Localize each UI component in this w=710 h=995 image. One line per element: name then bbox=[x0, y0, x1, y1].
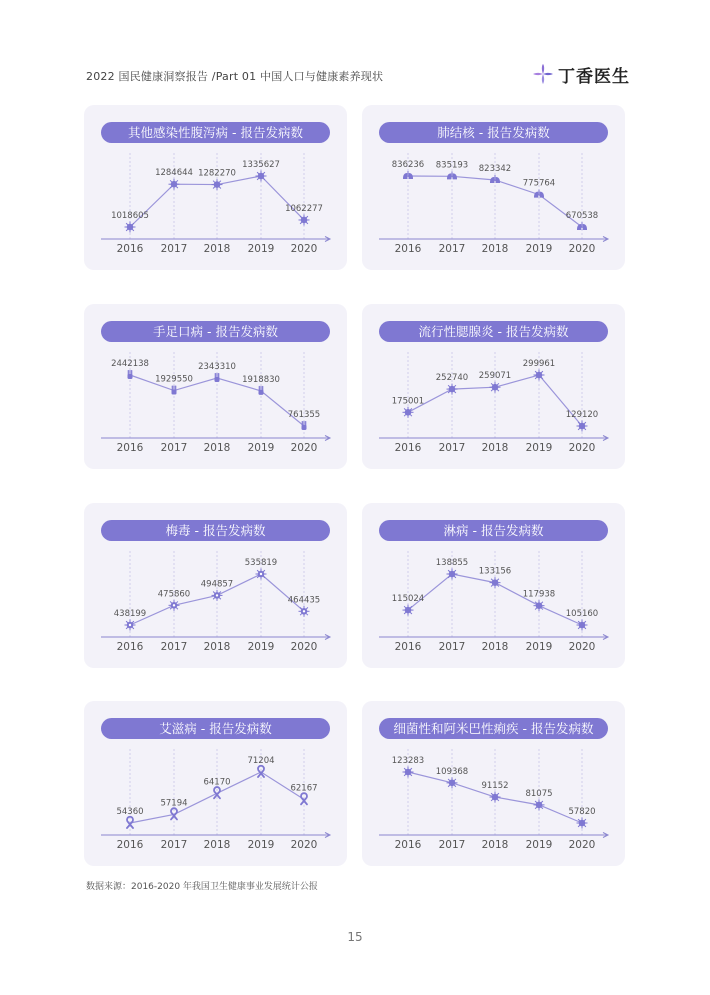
chart-panel bbox=[362, 701, 625, 866]
data-label: 475860 bbox=[157, 589, 191, 600]
data-label: 2343310 bbox=[198, 361, 236, 372]
data-point bbox=[447, 384, 458, 395]
chart-title: 其他感染性腹泻病 - 报告发病数 bbox=[101, 122, 330, 143]
data-label: 105160 bbox=[565, 609, 599, 619]
chart-panel bbox=[362, 304, 625, 469]
x-tick-label: 2019 bbox=[525, 839, 553, 851]
x-tick-label: 2019 bbox=[247, 442, 275, 454]
data-point bbox=[215, 373, 220, 382]
data-label: 133156 bbox=[478, 566, 512, 577]
x-tick-label: 2020 bbox=[290, 641, 318, 653]
x-tick-label: 2017 bbox=[160, 839, 188, 851]
data-label: 109368 bbox=[435, 766, 469, 777]
data-label: 175001 bbox=[391, 396, 425, 407]
x-tick-label: 2019 bbox=[525, 243, 553, 255]
line-chart bbox=[362, 503, 625, 668]
data-point bbox=[447, 777, 458, 788]
data-label: 299961 bbox=[522, 359, 556, 369]
x-tick-label: 2020 bbox=[290, 442, 318, 454]
chart-panel bbox=[84, 701, 347, 866]
data-label: 252740 bbox=[435, 373, 469, 384]
data-point bbox=[403, 407, 414, 418]
x-tick-label: 2018 bbox=[481, 243, 509, 255]
data-label: 91152 bbox=[481, 781, 509, 792]
x-tick-label: 2020 bbox=[290, 839, 318, 851]
x-tick-label: 2019 bbox=[525, 442, 553, 454]
data-point bbox=[172, 386, 177, 395]
data-label: 1018605 bbox=[111, 211, 149, 221]
x-tick-label: 2018 bbox=[481, 641, 509, 653]
x-tick-label: 2016 bbox=[116, 839, 144, 851]
x-tick-label: 2017 bbox=[160, 243, 188, 255]
data-label: 123283 bbox=[391, 756, 425, 766]
x-tick-label: 2018 bbox=[203, 243, 231, 255]
data-point bbox=[256, 171, 267, 182]
line-chart bbox=[84, 304, 347, 469]
x-tick-label: 2016 bbox=[394, 243, 422, 255]
chart-title: 梅毒 - 报告发病数 bbox=[101, 520, 330, 541]
x-tick-label: 2017 bbox=[160, 641, 188, 653]
chart-title: 细菌性和阿米巴性痢疾 - 报告发病数 bbox=[379, 718, 608, 739]
data-point bbox=[403, 767, 414, 778]
x-tick-label: 2016 bbox=[116, 243, 144, 255]
data-label: 57820 bbox=[568, 807, 596, 817]
data-point bbox=[125, 620, 136, 631]
chart-panel bbox=[84, 105, 347, 270]
x-tick-label: 2018 bbox=[203, 641, 231, 653]
source-note: 数据来源：2016-2020 年我国卫生健康事业发展统计公报 bbox=[86, 882, 318, 892]
data-point bbox=[534, 600, 545, 611]
x-tick-label: 2018 bbox=[481, 442, 509, 454]
chart-title: 艾滋病 - 报告发病数 bbox=[101, 718, 330, 739]
data-label: 438199 bbox=[113, 609, 147, 619]
data-label: 464435 bbox=[287, 595, 321, 606]
data-label: 129120 bbox=[565, 410, 599, 420]
x-tick-label: 2016 bbox=[116, 641, 144, 653]
data-label: 775764 bbox=[522, 178, 556, 189]
x-tick-label: 2020 bbox=[568, 442, 596, 454]
data-label: 81075 bbox=[525, 788, 553, 799]
data-label: 835193 bbox=[435, 160, 469, 171]
data-label: 823342 bbox=[478, 163, 512, 174]
x-tick-label: 2019 bbox=[247, 641, 275, 653]
page-number: 15 bbox=[347, 930, 363, 944]
data-point bbox=[128, 370, 133, 379]
data-label: 64170 bbox=[203, 777, 231, 788]
data-point bbox=[490, 792, 501, 803]
data-label: 1335627 bbox=[242, 160, 280, 170]
x-tick-label: 2017 bbox=[438, 641, 466, 653]
data-point bbox=[125, 222, 136, 233]
x-tick-label: 2019 bbox=[247, 839, 275, 851]
data-point bbox=[534, 370, 545, 381]
x-tick-label: 2020 bbox=[568, 839, 596, 851]
x-tick-label: 2017 bbox=[438, 442, 466, 454]
line-chart bbox=[362, 105, 625, 270]
data-point bbox=[212, 179, 223, 190]
data-point bbox=[577, 421, 588, 432]
data-point bbox=[169, 179, 180, 190]
x-tick-label: 2019 bbox=[525, 641, 553, 653]
data-point bbox=[299, 606, 310, 617]
data-label: 54360 bbox=[116, 807, 144, 817]
data-point bbox=[577, 818, 588, 829]
data-point bbox=[256, 569, 267, 580]
data-label: 836236 bbox=[391, 160, 425, 170]
x-tick-label: 2016 bbox=[394, 641, 422, 653]
data-point bbox=[403, 605, 414, 616]
x-tick-label: 2018 bbox=[203, 839, 231, 851]
data-label: 1062277 bbox=[285, 203, 323, 214]
data-point bbox=[490, 382, 501, 393]
data-label: 138855 bbox=[435, 558, 469, 568]
data-point bbox=[490, 577, 501, 588]
data-point bbox=[534, 799, 545, 810]
data-point bbox=[299, 214, 310, 225]
data-label: 115024 bbox=[391, 594, 425, 605]
x-tick-label: 2017 bbox=[160, 442, 188, 454]
chart-panel bbox=[362, 503, 625, 668]
data-point bbox=[447, 569, 458, 580]
data-point bbox=[534, 190, 544, 198]
x-tick-label: 2020 bbox=[568, 243, 596, 255]
chart-panel bbox=[84, 304, 347, 469]
data-label: 761355 bbox=[287, 410, 321, 420]
data-label: 1918830 bbox=[242, 374, 280, 385]
line-chart bbox=[84, 105, 347, 270]
chart-title: 手足口病 - 报告发病数 bbox=[101, 321, 330, 342]
chart-panel bbox=[362, 105, 625, 270]
x-tick-label: 2017 bbox=[438, 839, 466, 851]
data-point bbox=[259, 386, 264, 395]
line-chart bbox=[362, 701, 625, 866]
data-label: 494857 bbox=[200, 579, 234, 590]
chart-title: 淋病 - 报告发病数 bbox=[379, 520, 608, 541]
logo-text: 丁香医生 bbox=[558, 66, 630, 87]
x-tick-label: 2016 bbox=[394, 839, 422, 851]
x-tick-label: 2020 bbox=[568, 641, 596, 653]
data-point bbox=[169, 600, 180, 611]
data-label: 1284644 bbox=[155, 168, 193, 179]
x-tick-label: 2018 bbox=[481, 839, 509, 851]
chart-title: 流行性腮腺炎 - 报告发病数 bbox=[379, 321, 608, 342]
x-tick-label: 2016 bbox=[394, 442, 422, 454]
data-label: 117938 bbox=[522, 589, 556, 600]
data-point bbox=[302, 421, 307, 430]
x-tick-label: 2018 bbox=[203, 442, 231, 454]
data-label: 535819 bbox=[244, 558, 278, 568]
x-tick-label: 2016 bbox=[116, 442, 144, 454]
header-title: 2022 国民健康洞察报告 /Part 01 中国人口与健康素养现状 bbox=[86, 70, 384, 83]
data-label: 259071 bbox=[478, 371, 512, 382]
data-label: 1929550 bbox=[155, 374, 193, 385]
x-tick-label: 2017 bbox=[438, 243, 466, 255]
logo bbox=[532, 60, 630, 88]
data-point bbox=[577, 620, 588, 631]
clove-flower-icon bbox=[532, 63, 554, 85]
data-label: 670538 bbox=[565, 211, 599, 221]
data-label: 1282270 bbox=[198, 168, 236, 179]
line-chart bbox=[84, 503, 347, 668]
data-label: 62167 bbox=[290, 783, 318, 794]
line-chart bbox=[84, 701, 347, 866]
data-point bbox=[212, 590, 223, 601]
x-tick-label: 2019 bbox=[247, 243, 275, 255]
data-label: 71204 bbox=[247, 756, 275, 766]
chart-title: 肺结核 - 报告发病数 bbox=[379, 122, 608, 143]
line-chart bbox=[362, 304, 625, 469]
chart-panel bbox=[84, 503, 347, 668]
data-label: 57194 bbox=[160, 798, 188, 809]
data-label: 2442138 bbox=[111, 359, 149, 369]
data-point bbox=[577, 222, 587, 230]
x-tick-label: 2020 bbox=[290, 243, 318, 255]
